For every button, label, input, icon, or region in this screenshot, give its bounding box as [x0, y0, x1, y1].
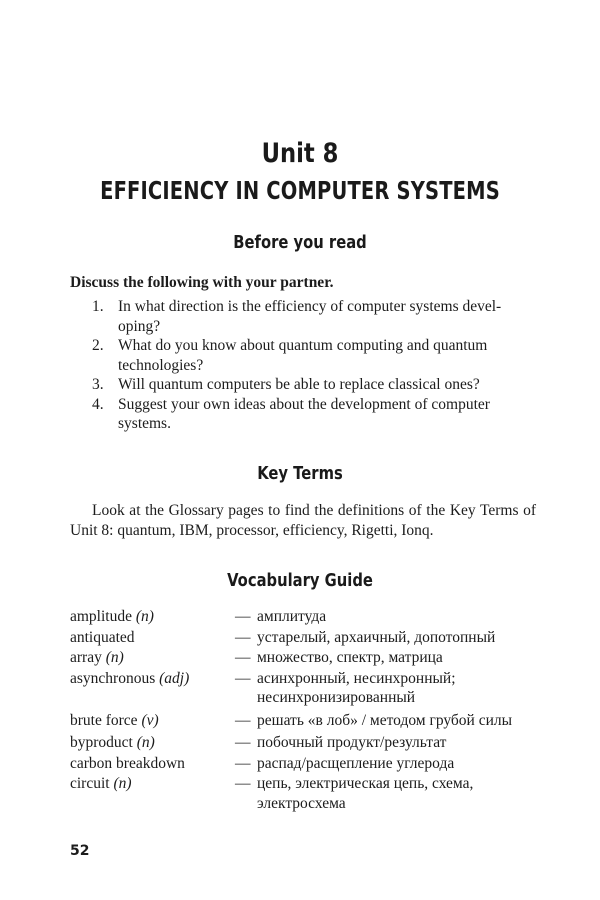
- vocab-term: array: [70, 649, 102, 666]
- vocabulary-entry: [70, 733, 540, 753]
- question-text: Will quantum computers be able to replace classical ones?: [118, 376, 480, 393]
- question-number: 1.: [92, 298, 104, 315]
- key-terms-heading: Key Terms: [257, 463, 343, 484]
- before-you-read-heading: Before you read: [233, 232, 367, 253]
- vocab-term: circuit: [70, 775, 110, 792]
- vocab-term: antiquated: [70, 628, 135, 646]
- dash-separator: —: [235, 669, 251, 687]
- part-of-speech: (v): [141, 711, 159, 729]
- vocabulary-entry: [70, 628, 540, 648]
- question-number: 4.: [92, 395, 104, 413]
- dash-separator: —: [235, 754, 251, 772]
- question-number: 3.: [92, 376, 104, 393]
- dash-separator: —: [235, 775, 251, 792]
- dash-separator: —: [235, 628, 251, 646]
- part-of-speech: (adj): [159, 669, 190, 687]
- vocab-translation: побочный продукт/результат: [257, 734, 447, 751]
- vocab-term: asynchronous: [70, 669, 156, 687]
- vocab-term: carbon breakdown: [70, 754, 185, 772]
- part-of-speech: (n): [135, 608, 154, 625]
- vocab-translation: решать «в лоб» / методом грубой силы: [257, 711, 513, 729]
- question-number: 2.: [92, 337, 104, 354]
- question-text: Suggest your own ideas about the development of computer systems.: [118, 395, 490, 432]
- vocabulary-entry: [70, 754, 540, 774]
- discussion-instruction: Discuss the following with your partner.: [70, 274, 334, 291]
- unit-number: Unit 8: [261, 138, 339, 169]
- question-item: [92, 395, 537, 434]
- dash-separator: —: [235, 734, 251, 751]
- vocabulary-list: [70, 607, 540, 813]
- question-item: [92, 297, 537, 336]
- question-item: [92, 375, 537, 395]
- dash-separator: —: [235, 608, 251, 625]
- question-text: In what direction is the efficiency of computer systems devel-oping?: [118, 298, 502, 335]
- vocab-term: amplitude: [70, 608, 132, 625]
- vocab-translation: цепь, электрическая цепь, схема, электросхема: [257, 775, 474, 812]
- vocab-translation: устарелый, архаичный, допотопный: [257, 628, 496, 646]
- dash-separator: —: [235, 649, 251, 666]
- page-number: 52: [70, 843, 90, 859]
- vocabulary-entry: [70, 774, 540, 813]
- part-of-speech: (n): [136, 734, 155, 751]
- vocab-translation: множество, спектр, матрица: [257, 649, 443, 666]
- question-text: What do you know about quantum computing and quantum technologies?: [118, 337, 488, 374]
- dash-separator: —: [235, 711, 251, 729]
- vocab-translation: асинхронный, несинхронный; несинхронизированный: [257, 669, 456, 706]
- part-of-speech: (n): [113, 775, 132, 792]
- vocabulary-entry: [70, 648, 540, 668]
- part-of-speech: (n): [105, 649, 124, 666]
- question-item: [92, 336, 537, 375]
- vocabulary-entry: [70, 669, 540, 708]
- vocab-translation: амплитуда: [257, 608, 327, 625]
- key-terms-paragraph: Look at the Glossary pages to find the definitions of the Key Terms of Unit 8: quantum, IBM, processor, efficiency, Rigetti, Ionq.: [70, 502, 536, 539]
- vocabulary-guide-heading: Vocabulary Guide: [227, 570, 373, 591]
- discussion-questions: [92, 297, 537, 434]
- vocabulary-entry: [70, 711, 540, 731]
- vocab-translation: распад/расщепление углерода: [257, 754, 455, 772]
- unit-title: EFFICIENCY IN COMPUTER SYSTEMS: [100, 176, 500, 205]
- vocabulary-entry: [70, 607, 540, 627]
- vocab-term: brute force: [70, 711, 138, 729]
- vocab-term: byproduct: [70, 734, 133, 751]
